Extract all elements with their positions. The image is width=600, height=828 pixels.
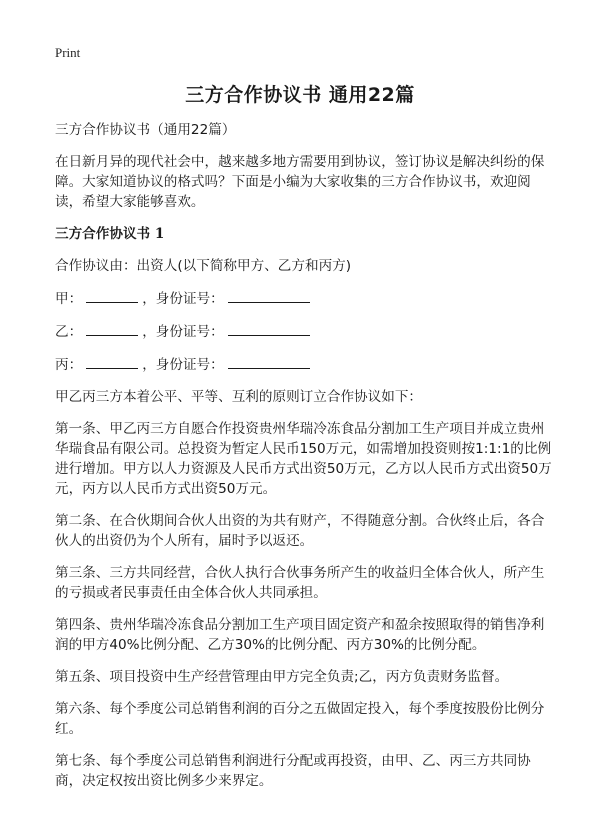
article-6: 第六条、每个季度公司总销售利润的百分之五做固定投入，每个季度按股份比例分红。	[55, 701, 545, 737]
party-line-bing	[55, 354, 552, 375]
party-label: 乙：	[55, 324, 83, 340]
intro-paragraph: 在日新月异的现代社会中，越来越多地方需要用到协议，签订协议是解决纠纷的保障。大家知道协议的格式吗？下面是小编为大家收集的三方合作协议书，欢迎阅读，希望大家能够喜欢。	[55, 154, 545, 210]
party-label: 甲：	[55, 291, 83, 307]
name-blank	[86, 321, 138, 336]
document-subtitle: 三方合作协议书（通用22篇）	[55, 122, 236, 138]
id-blank	[228, 288, 310, 303]
document-title: 三方合作协议书 通用22篇	[185, 84, 415, 106]
article-7: 第七条、每个季度公司总销售利润进行分配或再投资，由甲、乙、丙三方共同协商，决定权按出资比例多少来界定。	[55, 753, 531, 789]
principle-paragraph: 甲乙丙三方本着公平、平等、互利的原则订立合作协议如下：	[55, 389, 423, 405]
id-label: ，身份证号：	[142, 324, 224, 340]
party-line-yi	[55, 321, 552, 342]
name-blank	[86, 354, 138, 369]
id-blank	[228, 354, 310, 369]
print-link[interactable]: Print	[55, 45, 81, 60]
article-2: 第二条、在合伙期间合伙人出资的为共有财产，不得随意分割。合伙终止后，各合伙人的出资仍为个人所有，届时予以返还。	[55, 513, 545, 549]
article-1: 第一条、甲乙丙三方自愿合作投资贵州华瑞冷冻食品分割加工生产项目并成立贵州华瑞食品有限公司。总投资为暂定人民币150万元，如需增加投资则按1:1:1的比例进行增加。甲方以人力资源及人民币方式出资50万元，乙方以人民币方式出资50万元，丙方以人民币方式出资50万元。	[55, 421, 552, 497]
party-label: 丙：	[55, 357, 83, 373]
party-line-jia	[55, 288, 552, 309]
article-5: 第五条、项目投资中生产经营管理由甲方完全负责;乙，丙方负责财务监督。	[55, 669, 509, 685]
name-blank	[86, 288, 138, 303]
id-label: ，身份证号：	[142, 357, 224, 373]
parties-intro: 合作协议由：出资人(以下简称甲方、乙方和丙方)	[55, 258, 352, 274]
document-body	[55, 120, 552, 803]
id-label: ，身份证号：	[142, 291, 224, 307]
section-heading: 三方合作协议书 1	[55, 226, 165, 242]
id-blank	[228, 321, 310, 336]
article-4: 第四条、贵州华瑞冷冻食品分割加工生产项目固定资产和盈余按照取得的销售净利润的甲方40%比例分配、乙方30%的比例分配、丙方30%的比例分配。	[55, 617, 545, 653]
article-3: 第三条、三方共同经营，合伙人执行合伙事务所产生的收益归全体合伙人，所产生的亏损或者民事责任由全体合伙人共同承担。	[55, 565, 545, 601]
